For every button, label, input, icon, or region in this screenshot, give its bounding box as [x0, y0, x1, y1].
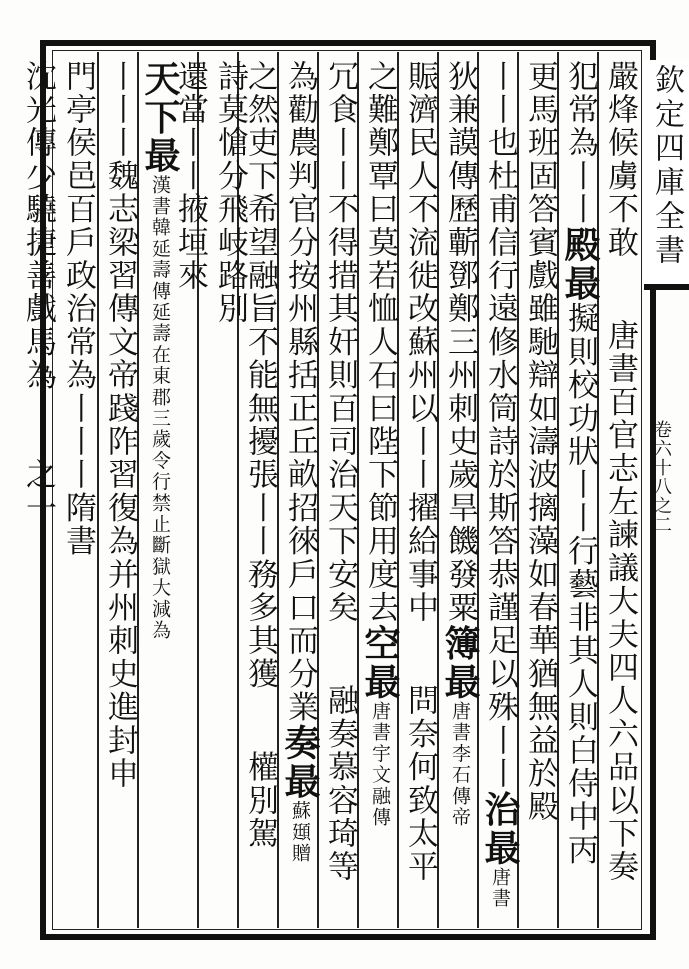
source-citation: 唐書: [489, 866, 511, 910]
source-citation: 唐書李石傳帝: [449, 700, 471, 829]
text-column-15: [58, 60, 98, 558]
text-column-2: [560, 60, 600, 867]
heading-term: 天下最: [139, 60, 181, 175]
text-column-1: [600, 60, 640, 884]
text-column-11: [210, 60, 250, 326]
body-text: 之然吏下希望融旨不能無擾張丨丨務多其獲: [242, 60, 278, 691]
body-text: 問奈何致太平: [402, 684, 438, 884]
body-text: 門亭侯邑百戶政治常為丨丨丨隋書: [60, 60, 96, 558]
body-text: 為勸農判官分按州縣括正丘畝招徠戶口而分業: [282, 60, 318, 724]
text-column-8: [320, 60, 360, 884]
body-text: 嚴烽候虜不敢: [602, 60, 638, 260]
body-text: 殿: [522, 790, 558, 824]
text-column-5: [440, 60, 480, 828]
volume-label: 卷六十八之二: [651, 420, 672, 534]
body-text: 狄兼謨傳歷蘄鄧鄭三州刺史歲旱饑發粟: [442, 60, 478, 625]
body-text: 丨丨也杜甫信行遠修水筒詩於斯答恭謹足以殊丨丨: [482, 60, 518, 791]
text-column-3: [520, 60, 560, 824]
body-text: 更馬班固答賓戲雖馳辯如濤波摛藻如春華猶無益於: [522, 60, 558, 791]
body-text: 擬則校功狀丨丨行藝非其人則白侍中丙: [562, 302, 598, 867]
text-column-4: [480, 60, 520, 909]
body-text: 賑濟民人不流徙改蘇州以丨丨擢給事中: [402, 60, 438, 625]
body-text: 犯常為丨丨: [562, 60, 598, 226]
source-citation: 蘇頲贈: [289, 800, 311, 865]
heading-term: 殿最: [559, 226, 601, 303]
source-citation: 唐書宇文融傳: [369, 700, 391, 829]
body-text: 冗食丨丨不得措其奸則百司治天下安矣: [322, 60, 358, 625]
body-text: 詩莫愴分飛岐路別: [212, 60, 248, 326]
heading-term: 空最: [359, 624, 401, 701]
body-text: 沈光傳少驍捷善戲馬為丨丨之一: [20, 60, 56, 525]
body-text: 之難鄭覃曰莫若恤人石曰陛下節用度去: [362, 60, 398, 625]
heading-term: 治最: [479, 790, 521, 867]
text-column-7: [360, 60, 400, 828]
text-column-9: [280, 60, 320, 864]
book-title: 欽定四庫全書: [649, 64, 684, 268]
body-text: 還當丨丨掖垣來: [172, 60, 208, 293]
text-column-14: [100, 60, 140, 790]
text-column-13: [140, 60, 180, 641]
body-text: 權別駕: [242, 750, 278, 851]
heading-term: 簿最: [439, 624, 481, 701]
source-citation: 漢書韓延壽傳延壽在東郡三歲令行禁止斷獄大減為: [149, 174, 171, 642]
body-text: 丨丨丨魏志梁習傳文帝踐阼習復為并州刺史進封申: [102, 60, 138, 791]
body-text: 融奏慕容琦等: [322, 684, 358, 884]
body-text: 唐書百官志左諫議大夫四人六品以下奏: [602, 319, 638, 884]
heading-term: 奏最: [279, 724, 321, 801]
text-column-6: [400, 60, 440, 884]
text-column-16: [18, 60, 58, 525]
